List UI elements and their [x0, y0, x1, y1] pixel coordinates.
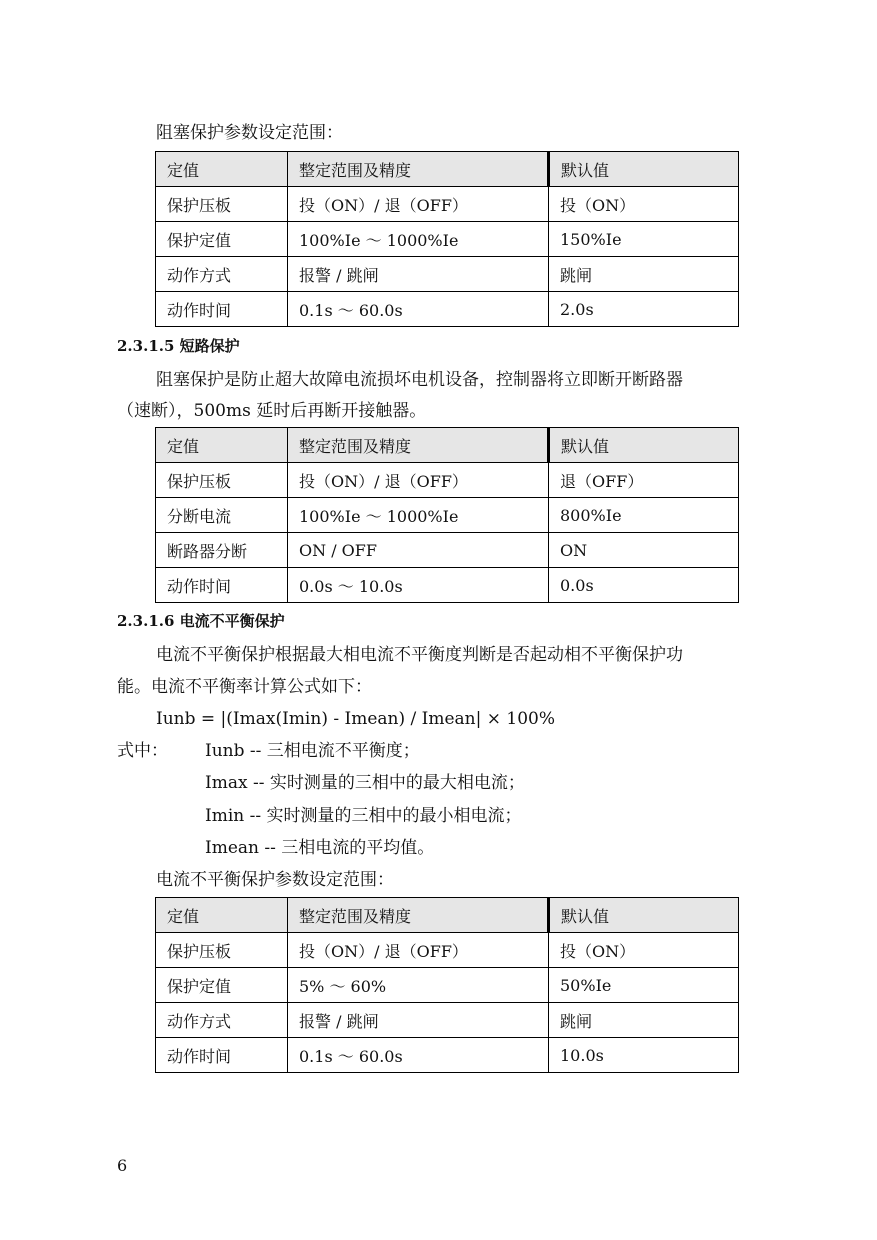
unbalance-table-caption: 电流不平衡保护参数设定范围：: [156, 870, 394, 890]
table-row: [156, 498, 739, 533]
table-cell: 投（ON）/ 退（OFF）: [288, 463, 549, 498]
table-cell: 150%Ie: [549, 222, 739, 257]
table-cell: 800%Ie: [549, 498, 739, 533]
header-cell: 默认值: [549, 898, 739, 933]
table-cell: 动作时间: [156, 568, 288, 603]
table-row: [156, 463, 739, 498]
formula-variable-line: Imin -- 实时测量的三相中的最小相电流；: [205, 806, 522, 826]
table-row: [156, 533, 739, 568]
table-row: [156, 257, 739, 292]
table-cell: 跳闸: [549, 257, 739, 292]
table-row: [156, 968, 739, 1003]
table-row: [156, 292, 739, 327]
table-cell: 保护压板: [156, 463, 288, 498]
table-cell: ON: [549, 533, 739, 568]
table-cell: 保护定值: [156, 222, 288, 257]
blocking-param-table: [155, 151, 739, 327]
table-cell: 50%Ie: [549, 968, 739, 1003]
table-cell: 动作时间: [156, 1038, 288, 1073]
unbalance-param-table: [155, 897, 739, 1073]
table-header-row: [156, 428, 739, 463]
table-cell: 跳闸: [549, 1003, 739, 1038]
header-cell: 整定范围及精度: [288, 898, 549, 933]
table-cell: 保护压板: [156, 933, 288, 968]
table-cell: 报警 / 跳闸: [288, 257, 549, 292]
header-cell: 整定范围及精度: [288, 152, 549, 187]
short-circuit-param-table: [155, 427, 739, 603]
section-heading-short-circuit: 2.3.1.5 短路保护: [117, 337, 240, 355]
table-cell: 100%Ie ～ 1000%Ie: [288, 222, 549, 257]
header-cell: 默认值: [549, 152, 739, 187]
table-header-row: [156, 898, 739, 933]
table-cell: 0.1s ～ 60.0s: [288, 1038, 549, 1073]
paragraph-line: 电流不平衡保护根据最大相电流不平衡度判断是否起动相不平衡保护功: [156, 645, 683, 665]
header-cell: 定值: [156, 898, 288, 933]
table-cell: 动作方式: [156, 1003, 288, 1038]
table-cell: 动作时间: [156, 292, 288, 327]
paragraph-line: （速断），500ms 延时后再断开接触器。: [117, 401, 427, 421]
table-cell: 投（ON）: [549, 187, 739, 222]
table-cell: 保护压板: [156, 187, 288, 222]
table-row: [156, 1003, 739, 1038]
unbalance-formula: Iunb = |(Imax(Imin) - Imean) / Imean| × 100%: [156, 709, 556, 729]
formula-variable-line: Iunb -- 三相电流不平衡度；: [205, 741, 420, 761]
where-label: 式中：: [117, 741, 168, 761]
table-row: [156, 187, 739, 222]
table-cell: 5% ～ 60%: [288, 968, 549, 1003]
paragraph-line: 阻塞保护是防止超大故障电流损坏电机设备，控制器将立即断开断路器: [156, 370, 683, 390]
table-cell: 10.0s: [549, 1038, 739, 1073]
table-cell: 动作方式: [156, 257, 288, 292]
table-cell: ON / OFF: [288, 533, 549, 568]
table-row: [156, 222, 739, 257]
table-cell: 0.0s: [549, 568, 739, 603]
table-cell: 保护定值: [156, 968, 288, 1003]
blocking-table-caption: 阻塞保护参数设定范围：: [156, 123, 343, 143]
table-cell: 投（ON）/ 退（OFF）: [288, 187, 549, 222]
header-cell: 默认值: [549, 428, 739, 463]
table-cell: 100%Ie ～ 1000%Ie: [288, 498, 549, 533]
table-header-row: [156, 152, 739, 187]
table-cell: 报警 / 跳闸: [288, 1003, 549, 1038]
table-row: [156, 933, 739, 968]
table-cell: 断路器分断: [156, 533, 288, 568]
page-number: 6: [117, 1156, 128, 1175]
table-cell: 退（OFF）: [549, 463, 739, 498]
table-row: [156, 568, 739, 603]
table-row: [156, 1038, 739, 1073]
table-cell: 0.0s ～ 10.0s: [288, 568, 549, 603]
section-heading-unbalance: 2.3.1.6 电流不平衡保护: [117, 612, 285, 630]
table-cell: 投（ON）: [549, 933, 739, 968]
formula-variable-line: Imean -- 三相电流的平均值。: [205, 838, 435, 858]
header-cell: 定值: [156, 428, 288, 463]
header-cell: 整定范围及精度: [288, 428, 549, 463]
paragraph-line: 能。电流不平衡率计算公式如下：: [117, 677, 372, 697]
table-cell: 投（ON）/ 退（OFF）: [288, 933, 549, 968]
table-cell: 分断电流: [156, 498, 288, 533]
table-cell: 0.1s ～ 60.0s: [288, 292, 549, 327]
table-cell: 2.0s: [549, 292, 739, 327]
header-cell: 定值: [156, 152, 288, 187]
formula-variable-line: Imax -- 实时测量的三相中的最大相电流；: [205, 773, 525, 793]
